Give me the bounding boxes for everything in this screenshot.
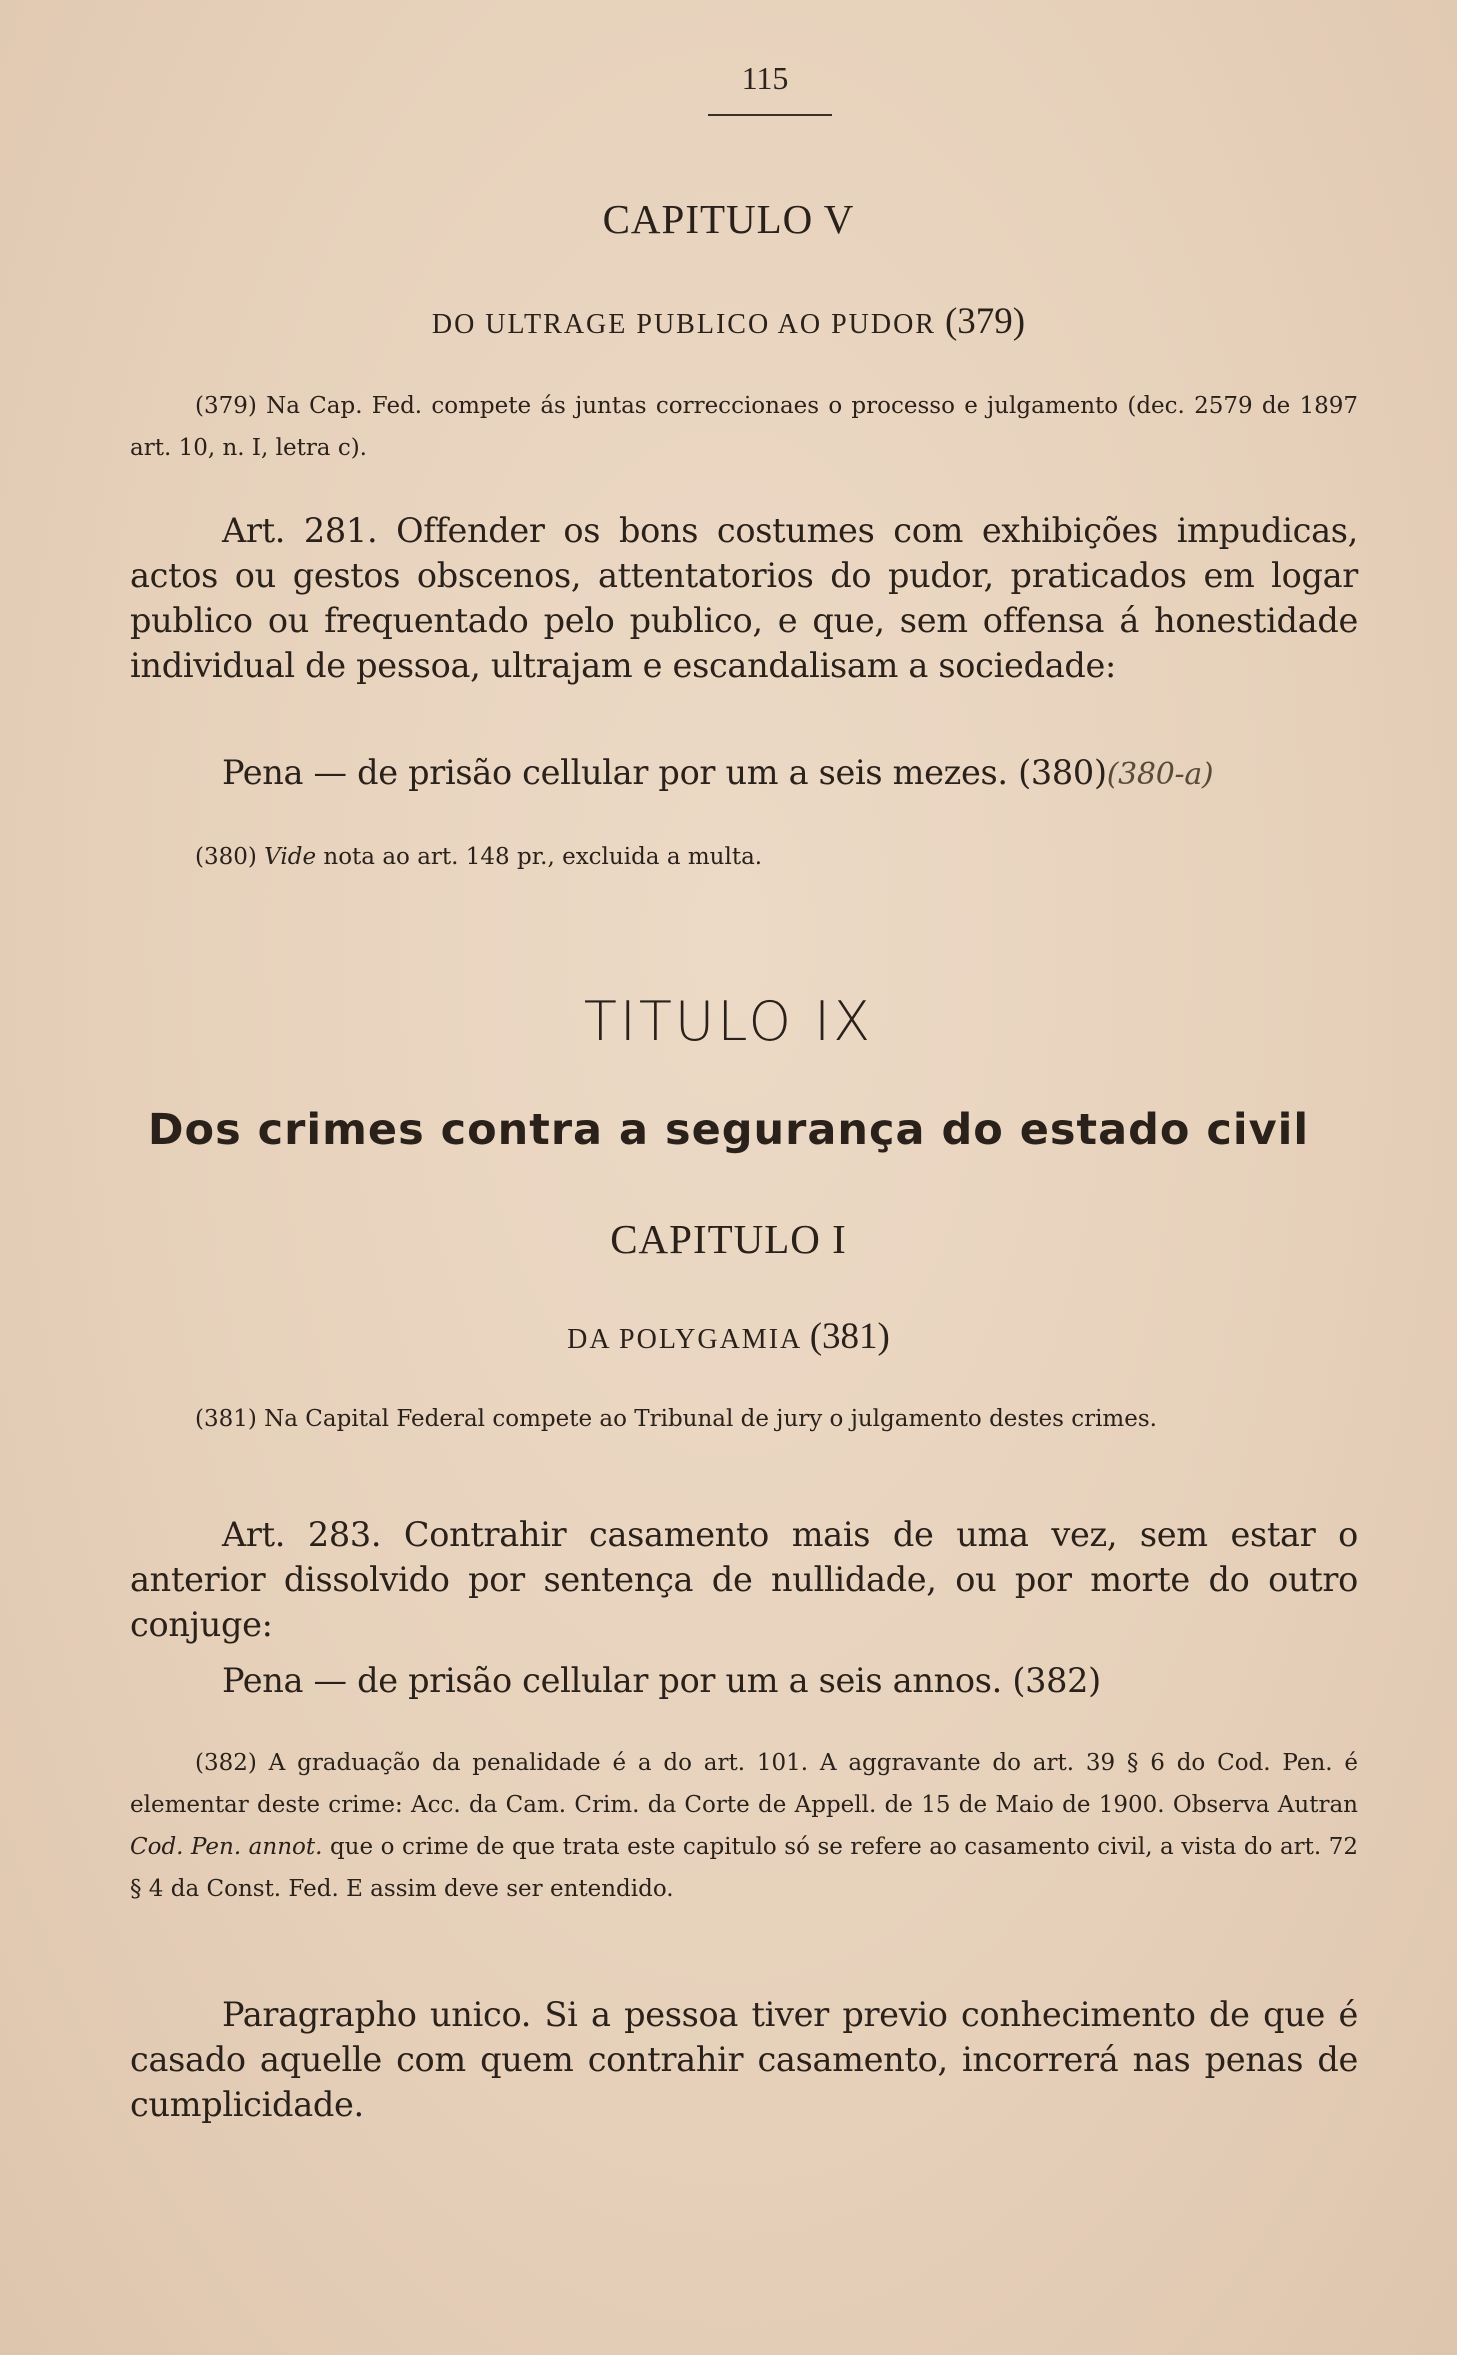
footnote-382-text-a: (382) A graduação da penalidade é a do art. 101. A aggravante do art. 39 § 6 do Cod. Pen. é elementar deste crime: Acc. da Cam. Crim. da Corte de Appell. de 15 de Maio de 1900. Observa Autran — [130, 1750, 1358, 1818]
footnote-380-number: (380) — [195, 844, 257, 870]
article-283-text: Art. 283. Contrahir casamento mais de uma vez, sem estar o anterior dissolvido por sentença de nullidade, ou por morte do outro conjuge: — [130, 1515, 1358, 1644]
article-283-penalty: Pena — de prisão cellular por um a seis annos. (382) — [222, 1661, 1101, 1700]
page-number: 115 — [741, 60, 789, 96]
titulo-ix-heading: Dos crimes contra a segurança do estado civil — [147, 1105, 1310, 1155]
article-281-penalty — [222, 750, 1372, 797]
titulo-ix-title: TITULO IX — [583, 990, 874, 1053]
chapter-v-subtitle — [0, 300, 1457, 343]
footnote-379: (379) Na Cap. Fed. compete ás juntas correccionaes o processo e julgamento (dec. 2579 de 1897 art. 10, n. I, letra c). — [130, 393, 1358, 461]
footnote-382-text-b: que o crime de que trata este capitulo só se refere ao casamento civil, a vista do art. 72 § 4 da Const. Fed. E assim deve ser entendido. — [130, 1834, 1358, 1902]
chapter-i-subtitle-text: DA POLYGAMIA — [567, 1324, 801, 1355]
handwritten-annotation: (380-a) — [1106, 757, 1214, 792]
paragraph-unico: Paragrapho unico. Si a pessoa tiver previo conhecimento de que é casado aquelle com quem contrahir casamento, incorrerá nas penas de cumplicidade. — [130, 1995, 1358, 2124]
article-281-penalty-text: Pena — de prisão cellular por um a seis mezes. (380) — [222, 753, 1107, 792]
chapter-i-subtitle-ref: (381) — [809, 1316, 890, 1357]
chapter-i-title: CAPITULO I — [610, 1216, 847, 1262]
page-number-rule — [708, 114, 832, 116]
footnote-380 — [130, 836, 1358, 878]
chapter-v-title: CAPITULO V — [602, 196, 855, 242]
chapter-v-subtitle-ref: (379) — [944, 301, 1026, 342]
footnote-380-vide: Vide — [264, 844, 317, 870]
footnote-382 — [130, 1742, 1358, 1910]
chapter-i-subtitle — [0, 1315, 1457, 1358]
article-281-text: Art. 281. Offender os bons costumes com exhibições impudicas, actos ou gestos obscenos, attentatorios do pudor, praticados em logar publico ou frequentado pelo publico, e que, sem offensa á honestidade individual de pessoa, ultrajam e escandalisam a sociedade: — [130, 511, 1358, 685]
chapter-v-subtitle-text: DO ULTRAGE PUBLICO AO PUDOR — [431, 309, 936, 340]
footnote-381: (381) Na Capital Federal compete ao Tribunal de jury o julgamento destes crimes. — [195, 1406, 1157, 1432]
footnote-380-text: nota ao art. 148 pr., excluida a multa. — [323, 844, 763, 870]
footnote-382-italic: Cod. Pen. annot. — [130, 1834, 323, 1860]
